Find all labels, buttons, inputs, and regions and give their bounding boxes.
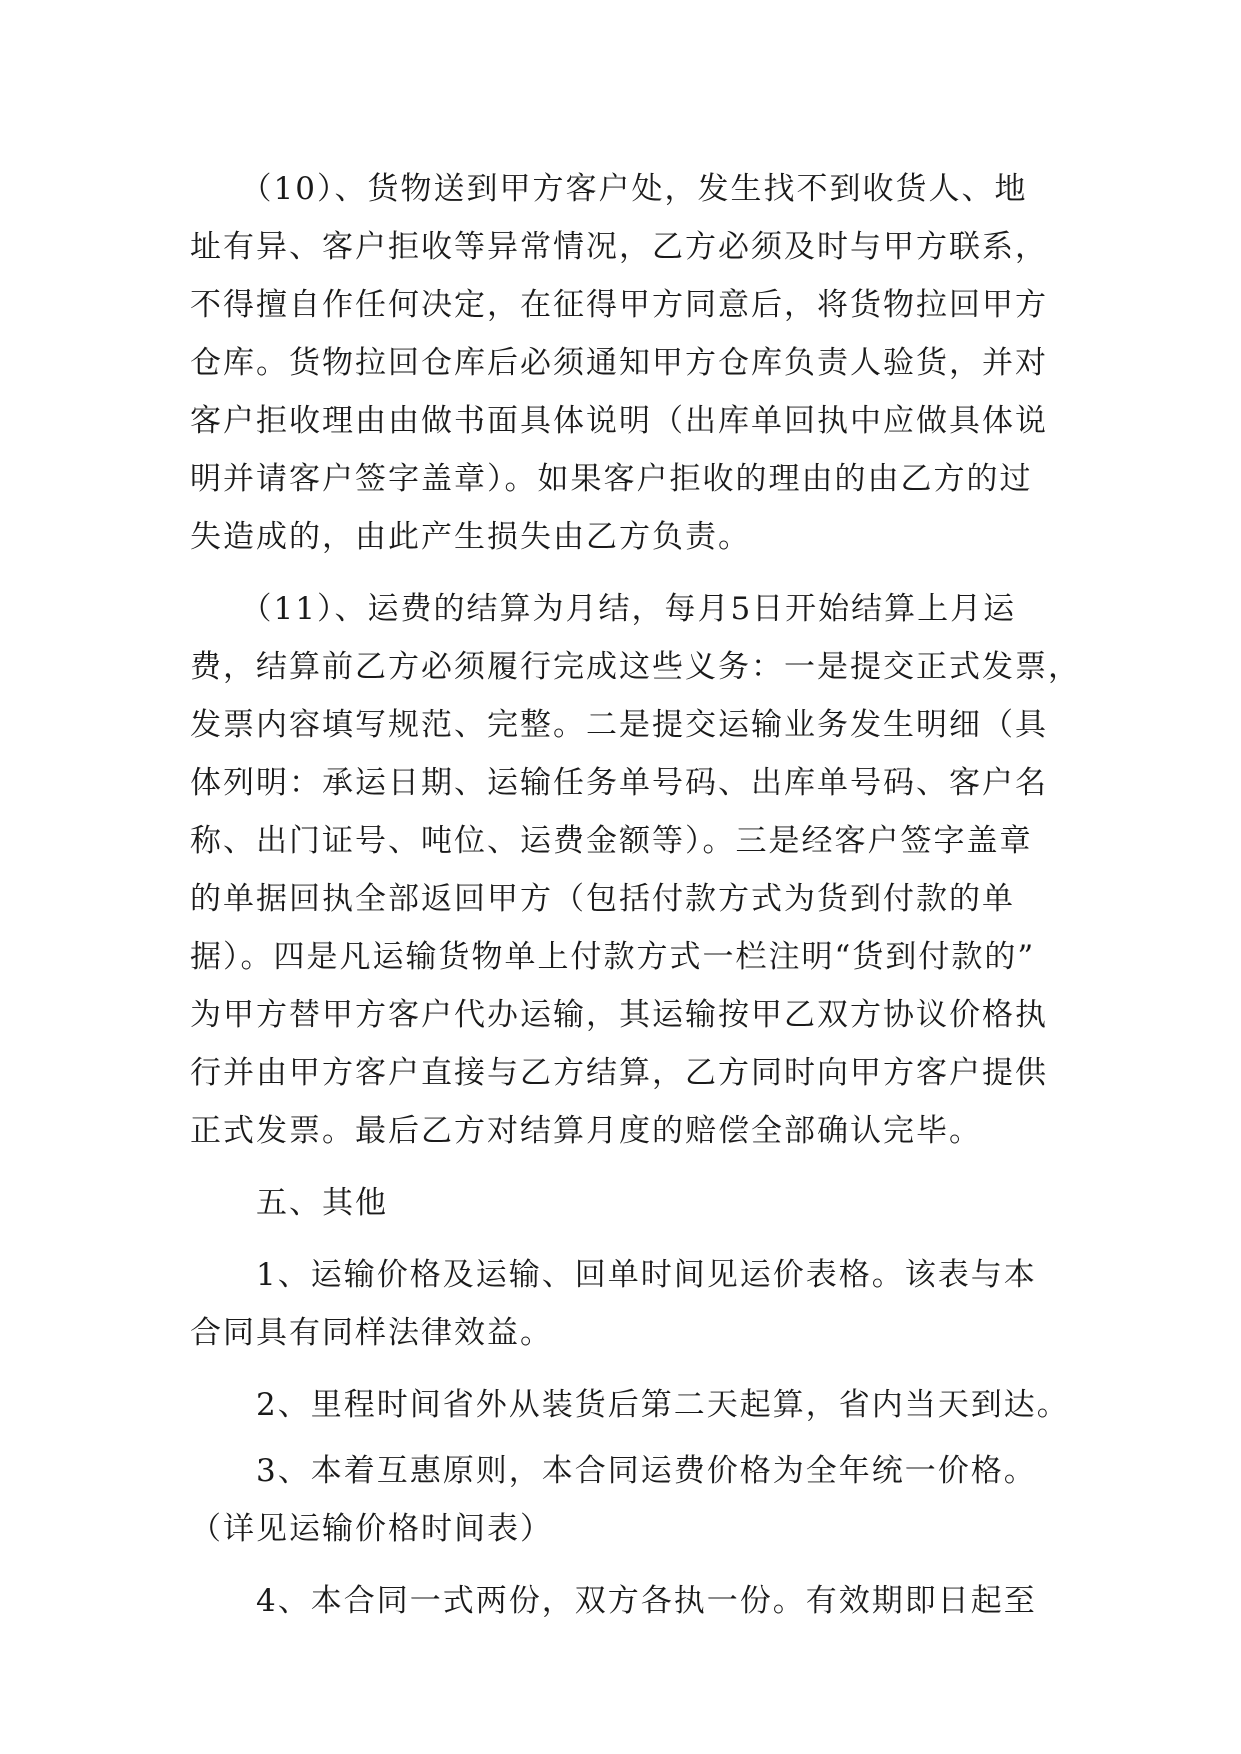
text-line: 为甲方替甲方客户代办运输，其运输按甲乙双方协议价格执 [190, 997, 1048, 1033]
section-heading-other [190, 1174, 1055, 1232]
text-line: 4、本合同一式两份，双方各执一份。有效期即日起至 [190, 1583, 1037, 1619]
text-line: 2、里程时间省外从装货后第二天起算，省内当天到达。 [190, 1387, 1070, 1423]
text-line: （详见运输价格时间表） [190, 1511, 553, 1547]
text-line: 行并由甲方客户直接与乙方结算，乙方同时向甲方客户提供 [190, 1055, 1048, 1091]
text-line: 体列明：承运日期、运输任务单号码、出库单号码、客户名 [190, 765, 1048, 801]
text-line: 3、本着互惠原则，本合同运费价格为全年统一价格。 [190, 1453, 1037, 1489]
text-line: 据）。四是凡运输货物单上付款方式一栏注明“货到付款的” [190, 939, 1036, 975]
text-line: 费，结算前乙方必须履行完成这些义务：一是提交正式发票， [190, 649, 1081, 685]
paragraph-10 [190, 160, 1055, 566]
text-line: 正式发票。最后乙方对结算月度的赔偿全部确认完毕。 [190, 1113, 982, 1149]
text-line: 客户拒收理由由做书面具体说明（出库单回执中应做具体说 [190, 403, 1048, 439]
text-line: 1、运输价格及运输、回单时间见运价表格。该表与本 [190, 1257, 1037, 1293]
text-line: （10）、货物送到甲方客户处，发生找不到收货人、地 [190, 171, 1028, 207]
section-heading: 五、其他 [190, 1185, 388, 1221]
text-line: 发票内容填写规范、完整。二是提交运输业务发生明细（具 [190, 707, 1048, 743]
text-line: 称、出门证号、吨位、运费金额等）。三是经客户签字盖章 [190, 823, 1033, 859]
text-line: 失造成的，由此产生损失由乙方负责。 [190, 519, 751, 555]
text-line: 址有异、客户拒收等异常情况，乙方必须及时与甲方联系， [190, 229, 1048, 265]
clause-2 [190, 1376, 1070, 1434]
clause-3 [190, 1442, 1055, 1558]
text-line: 的单据回执全部返回甲方（包括付款方式为货到付款的单 [190, 881, 1015, 917]
text-line: 合同具有同样法律效益。 [190, 1315, 553, 1351]
text-line: 仓库。货物拉回仓库后必须通知甲方仓库负责人验货，并对 [190, 345, 1048, 381]
document-body [190, 160, 1081, 1630]
clause-4 [190, 1572, 1055, 1630]
text-line: （11）、运费的结算为月结，每月5日开始结算上月运 [190, 591, 1017, 627]
text-line: 明并请客户签字盖章）。如果客户拒收的理由的由乙方的过 [190, 461, 1033, 497]
text-line: 不得擅自作任何决定，在征得甲方同意后，将货物拉回甲方 [190, 287, 1048, 323]
clause-1 [190, 1246, 1055, 1362]
paragraph-11 [190, 580, 1081, 1160]
